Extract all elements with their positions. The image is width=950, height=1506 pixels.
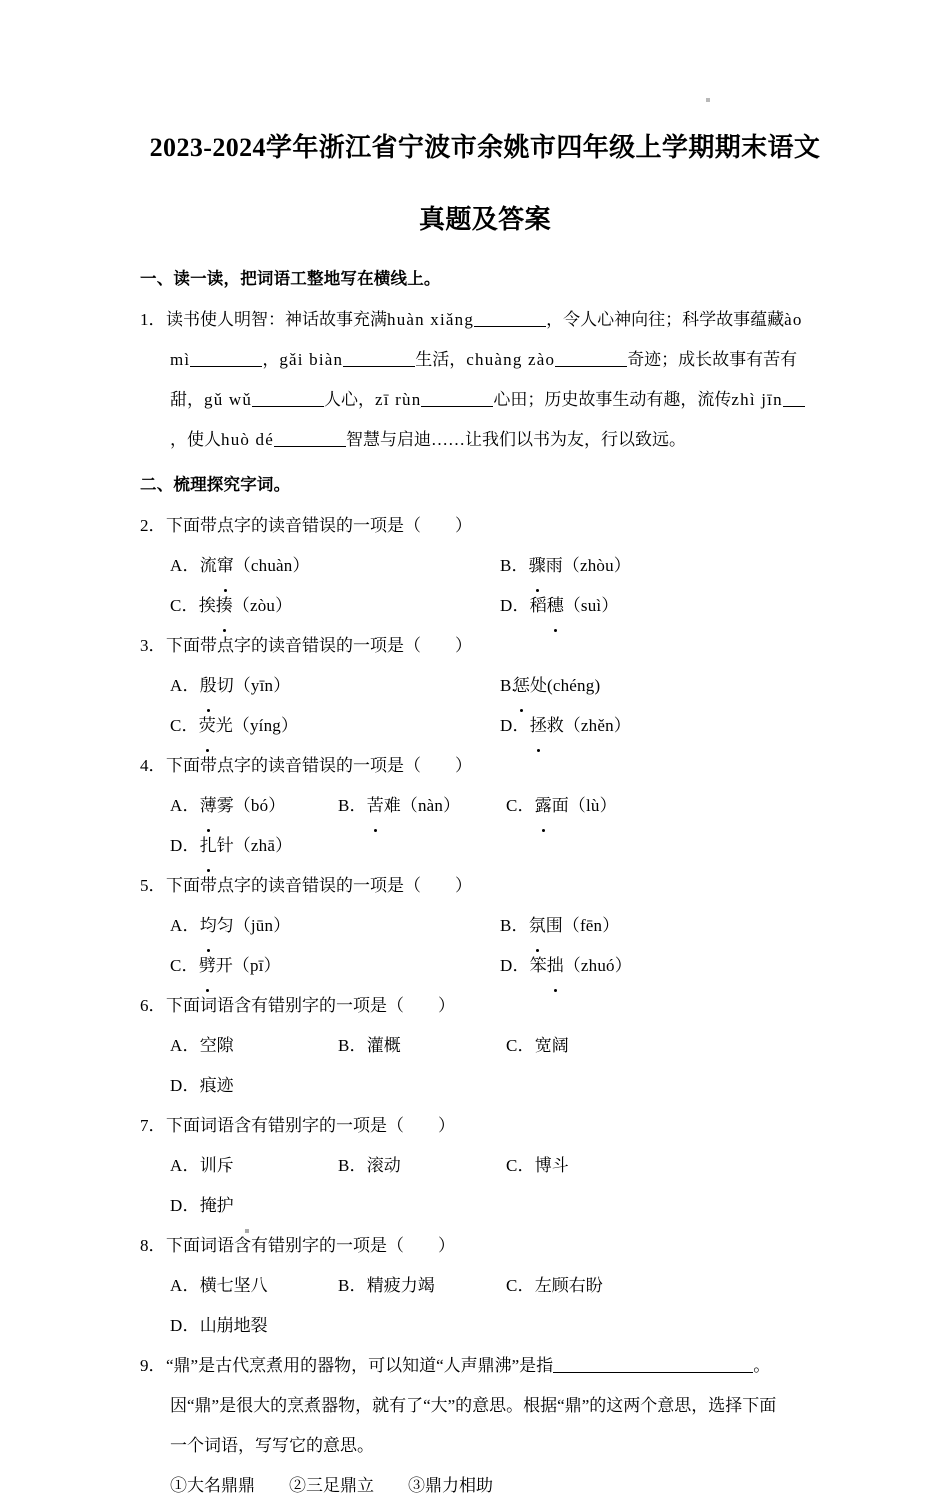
question-4-option-d-dotted-char: 扎: [200, 826, 217, 866]
question-7-option-b-label: B．: [338, 1156, 367, 1175]
question-2-option-d-pre: 稻: [529, 596, 547, 615]
question-4-option-a-pinyin: （bó）: [233, 796, 286, 815]
page-title-line-1: 2023-2024学年浙江省宁波市余姚市四年级上学期期末语文: [149, 133, 821, 162]
question-3-option-d-label: D．: [500, 716, 530, 735]
question-3-option-b-post: 处: [530, 676, 547, 695]
question-3-option-a-label: A．: [170, 676, 200, 695]
question-3-option-c-label: C．: [170, 716, 199, 735]
question-2-stem-text: 下面带点字的读音错误的一项是（ ）: [166, 516, 472, 535]
question-4-option-a-post: 雾: [216, 796, 234, 815]
question-2-option-a-label: A．: [170, 556, 200, 575]
question-5-option-d-pre: 笨: [529, 956, 547, 975]
question-1-pinyin-guwu: gǔ wǔ: [204, 390, 253, 409]
question-5-option-b-dotted-char: 氛: [529, 906, 546, 946]
question-4-option-a-label: A．: [170, 796, 200, 815]
question-7-stem-text: 下面词语含有错别字的一项是（ ）: [166, 1116, 455, 1135]
section-heading-two: 二、梳理探究字词。: [140, 476, 291, 494]
question-4-option-c-dotted-char: 露: [535, 786, 552, 826]
question-5-option-b[interactable]: [500, 906, 830, 946]
question-1-text-h: 心田；历史故事生动有趣，流传: [493, 390, 732, 409]
question-1-pinyin-chuangzao: chuàng zào: [466, 350, 556, 369]
question-5-option-c-label: C．: [170, 956, 199, 975]
question-6-option-c[interactable]: [506, 1026, 674, 1066]
question-6-option-b[interactable]: [338, 1026, 506, 1066]
question-5-option-c-pinyin: （pī）: [232, 956, 281, 975]
question-6-stem-text: 下面词语含有错别字的一项是（ ）: [166, 996, 455, 1015]
question-3-options-row-2: [140, 706, 830, 746]
question-5-options-row-2: [140, 946, 830, 986]
question-1-blank-6[interactable]: [421, 389, 493, 407]
question-6-option-a-text: 空隙: [199, 1036, 234, 1055]
question-5-option-c-post: 开: [215, 956, 233, 975]
question-4-stem: [140, 746, 830, 786]
question-5-option-b-post: 围: [545, 916, 563, 935]
question-3-option-c[interactable]: [170, 706, 500, 746]
question-6-option-a-label: A．: [170, 1036, 200, 1055]
question-5-option-c-dotted-char: 劈: [199, 946, 216, 986]
question-4-option-b-label: B．: [338, 796, 367, 815]
question-8-option-b-label: B．: [338, 1276, 367, 1295]
question-8-option-d[interactable]: [170, 1306, 338, 1346]
question-3-option-b-dotted-char: 惩: [513, 666, 530, 706]
question-5: [140, 866, 830, 986]
question-1-blank-1[interactable]: [474, 309, 546, 327]
question-2-option-a-dotted-char: 窜: [217, 546, 234, 586]
question-6-option-d[interactable]: [170, 1066, 338, 1106]
question-2-option-c-dotted-char: 揍: [216, 586, 233, 626]
question-5-option-b-pinyin: （fēn）: [562, 916, 620, 935]
question-2-option-b-dotted-char: 骤: [529, 546, 546, 586]
question-4-option-d-label: D．: [170, 836, 200, 855]
question-2-options-row-2: [140, 586, 830, 626]
question-9-line-2: 因“鼎”是很大的烹煮器物，就有了“大”的意思。根据“鼎”的这两个意思，选择下面: [170, 1396, 777, 1415]
question-2-options-row-1: [140, 546, 830, 586]
question-7-option-b-text: 滚动: [366, 1156, 401, 1175]
question-7-option-b[interactable]: [338, 1146, 506, 1186]
page-title-line-2: 真题及答案: [418, 205, 551, 234]
question-1-line-3: [140, 380, 830, 420]
question-3-option-b[interactable]: [500, 666, 830, 706]
question-7-option-d[interactable]: [170, 1186, 338, 1226]
question-4-option-b-dotted-char: 苦: [367, 786, 384, 826]
question-8-stem: [140, 1226, 830, 1266]
question-8-option-d-text: 山崩地裂: [199, 1316, 268, 1335]
question-3-option-d-post: 救: [546, 716, 564, 735]
question-6-stem: [140, 986, 830, 1026]
question-5-option-a[interactable]: [170, 906, 500, 946]
question-4: [140, 746, 830, 866]
question-2-option-c-label: C．: [170, 596, 199, 615]
question-3-option-d[interactable]: [500, 706, 830, 746]
question-5-option-a-dotted-char: 均: [200, 906, 217, 946]
question-1-text-j: 智慧与启迪……让我们以书为友，行以致远。: [346, 430, 686, 449]
question-8-option-a[interactable]: [170, 1266, 338, 1306]
question-6-option-c-text: 宽阔: [534, 1036, 569, 1055]
question-1-blank-8[interactable]: [274, 429, 346, 447]
question-1-pinyin-zirun: zī rùn: [375, 390, 422, 409]
question-3-option-d-pinyin: （zhěn）: [563, 716, 631, 735]
question-5-stem: [140, 866, 830, 906]
question-7-option-a-text: 训斥: [199, 1156, 234, 1175]
question-4-option-c-label: C．: [506, 796, 535, 815]
question-7-option-c-label: C．: [506, 1156, 535, 1175]
question-3-stem-text: 下面带点字的读音错误的一项是（ ）: [166, 636, 472, 655]
question-3-stem: [140, 626, 830, 666]
question-5-option-a-label: A．: [170, 916, 200, 935]
question-5-option-d-label: D．: [500, 956, 530, 975]
question-2-option-c-pinyin: （zòu）: [232, 596, 293, 615]
question-2-option-d[interactable]: [500, 586, 830, 626]
question-3-option-c-post: 光: [215, 716, 233, 735]
question-8-options-row-1: [140, 1266, 830, 1346]
question-9: [140, 1346, 830, 1506]
question-5-option-d-pinyin: （zhuó）: [563, 956, 632, 975]
question-9-line-1: [140, 1346, 830, 1386]
question-4-option-b[interactable]: [338, 786, 506, 826]
question-2-option-b-pinyin: （zhòu）: [562, 556, 631, 575]
question-2-option-c[interactable]: [170, 586, 500, 626]
question-8-option-a-text: 横七坚八: [199, 1276, 268, 1295]
question-2: [140, 506, 830, 626]
question-7-option-a-label: A．: [170, 1156, 200, 1175]
question-1-pinyin-huode: huò dé: [221, 430, 274, 449]
question-3-option-a-dotted-char: 殷: [200, 666, 217, 706]
question-1-line-2: [140, 340, 830, 380]
question-1-text-b: ，令人心神向往；科学故事蕴藏: [546, 310, 785, 329]
page-title: [140, 118, 830, 250]
question-1-text-i: ，使人: [170, 430, 221, 449]
question-4-option-d-post: 针: [216, 836, 234, 855]
question-3-option-b-label: B.: [500, 676, 516, 695]
question-1-text-e: 奇迹；成长故事有苦有: [627, 350, 798, 369]
question-9-text-b: 。: [753, 1356, 771, 1375]
question-4-option-b-pinyin: （nàn）: [400, 796, 461, 815]
question-8-number: 8．: [140, 1236, 166, 1255]
question-8-option-b[interactable]: [338, 1266, 506, 1306]
question-7-number: 7．: [140, 1116, 166, 1135]
question-8-option-c-label: C．: [506, 1276, 535, 1295]
question-6: [140, 986, 830, 1106]
question-1-text-c: ，: [262, 350, 280, 369]
question-9-text-a: “鼎”是古代烹煮用的器物，可以知道“人声鼎沸”是指: [166, 1356, 554, 1375]
question-2-option-b-post: 雨: [545, 556, 563, 575]
question-5-options-row-1: [140, 906, 830, 946]
question-1-blank-3[interactable]: [343, 349, 415, 367]
question-3-number: 3．: [140, 636, 166, 655]
question-1-text-a: 读书使人明智：神话故事充满: [166, 310, 387, 329]
question-3-option-a-pinyin: （yīn）: [233, 676, 291, 695]
question-2-option-b-label: B．: [500, 556, 529, 575]
question-6-options-row-1: [140, 1026, 830, 1106]
question-7-option-c-text: 博斗: [534, 1156, 569, 1175]
question-2-option-a-pinyin: （chuàn）: [233, 556, 310, 575]
question-5-number: 5．: [140, 876, 166, 895]
question-8-option-a-label: A．: [170, 1276, 200, 1295]
header-artifact-mark: [706, 98, 710, 102]
question-1-line-4: [140, 420, 830, 460]
question-6-option-b-text: 灌概: [366, 1036, 401, 1055]
question-7: [140, 1106, 830, 1226]
question-6-option-d-text: 痕迹: [199, 1076, 234, 1095]
question-3-option-c-dotted-char: 荧: [199, 706, 216, 746]
question-4-option-b-post: 难: [383, 796, 401, 815]
question-8-option-c-text: 左顾右盼: [534, 1276, 603, 1295]
question-1-pinyin-mi: mì: [170, 350, 191, 369]
question-4-option-d-pinyin: （zhā）: [233, 836, 293, 855]
question-4-option-c-pinyin: （lù）: [568, 796, 617, 815]
question-4-option-a[interactable]: [170, 786, 338, 826]
question-2-option-d-dotted-char: 穗: [547, 586, 564, 626]
question-2-option-a[interactable]: [170, 546, 500, 586]
question-1-text-d: 生活，: [415, 350, 467, 369]
question-9-number: 9．: [140, 1356, 166, 1375]
question-1-pinyin-zhijin: zhì jīn: [731, 390, 783, 409]
question-5-option-d-dotted-char: 拙: [547, 946, 564, 986]
question-1-blank-5[interactable]: [252, 389, 324, 407]
question-1-pinyin-gaibian: gǎi biàn: [279, 350, 344, 369]
question-5-option-d[interactable]: [500, 946, 830, 986]
question-4-option-c-post: 面: [551, 796, 569, 815]
question-2-stem: [140, 506, 830, 546]
question-4-number: 4．: [140, 756, 166, 775]
question-4-stem-text: 下面带点字的读音错误的一项是（ ）: [166, 756, 472, 775]
question-8-option-c[interactable]: [506, 1266, 674, 1306]
question-5-option-b-label: B．: [500, 916, 529, 935]
question-2-option-d-pinyin: （suì）: [563, 596, 619, 615]
question-6-number: 6．: [140, 996, 166, 1015]
question-6-option-a[interactable]: [170, 1026, 338, 1066]
question-7-option-a[interactable]: [170, 1146, 338, 1186]
question-1-blank-4[interactable]: [555, 349, 627, 367]
section-heading-one: 一、读一读，把词语工整地写在横线上。: [140, 270, 441, 288]
question-9-blank-1[interactable]: [553, 1355, 753, 1373]
question-2-option-d-label: D．: [500, 596, 530, 615]
question-3-options-row-1: [140, 666, 830, 706]
question-7-option-d-label: D．: [170, 1196, 200, 1215]
question-1-blank-2[interactable]: [190, 349, 262, 367]
question-1-pinyin-ao: ào: [784, 310, 803, 329]
question-8-stem-text: 下面词语含有错别字的一项是（ ）: [166, 1236, 455, 1255]
question-7-option-c[interactable]: [506, 1146, 674, 1186]
question-7-options-row-1: [140, 1146, 830, 1226]
question-2-option-b[interactable]: [500, 546, 830, 586]
question-7-option-d-text: 掩护: [199, 1196, 234, 1215]
question-1-text-f: 甜，: [170, 390, 204, 409]
question-6-option-c-label: C．: [506, 1036, 535, 1055]
question-1-pinyin-huanxiang: huàn xiǎng: [387, 310, 475, 329]
question-6-option-d-label: D．: [170, 1076, 200, 1095]
question-1-line-1: [140, 300, 830, 340]
question-6-option-b-label: B．: [338, 1036, 367, 1055]
question-2-number: 2．: [140, 516, 166, 535]
question-8: [140, 1226, 830, 1346]
question-1-number: 1．: [140, 310, 166, 329]
question-4-options-row-1: [140, 786, 830, 866]
question-1-blank-7[interactable]: [783, 389, 805, 407]
question-3: [140, 626, 830, 746]
question-5-option-a-post: 匀: [216, 916, 234, 935]
question-5-option-c[interactable]: [170, 946, 500, 986]
question-4-option-a-dotted-char: 薄: [200, 786, 217, 826]
question-1: [140, 300, 830, 460]
question-2-option-c-pre: 挨: [198, 596, 216, 615]
page-content: [140, 118, 830, 1506]
question-3-option-b-pinyin: (chéng): [547, 676, 601, 695]
question-4-option-d[interactable]: [170, 826, 338, 866]
question-1-text-g: 人心，: [324, 390, 376, 409]
question-4-option-c[interactable]: [506, 786, 674, 826]
question-8-option-d-label: D．: [170, 1316, 200, 1335]
question-2-option-a-pre: 流: [199, 556, 217, 575]
question-5-stem-text: 下面带点字的读音错误的一项是（ ）: [166, 876, 472, 895]
question-3-option-c-pinyin: （yíng）: [232, 716, 299, 735]
question-9-idiom-list: ①大名鼎鼎 ②三足鼎立 ③鼎力相助: [170, 1476, 493, 1495]
question-7-stem: [140, 1106, 830, 1146]
question-8-option-b-text: 精疲力竭: [366, 1276, 435, 1295]
question-3-option-a[interactable]: [170, 666, 500, 706]
question-5-option-a-pinyin: （jūn）: [233, 916, 291, 935]
question-3-option-a-post: 切: [216, 676, 234, 695]
question-9-line-3: 一个词语，写写它的意思。: [170, 1436, 374, 1455]
question-3-option-d-dotted-char: 拯: [530, 706, 547, 746]
